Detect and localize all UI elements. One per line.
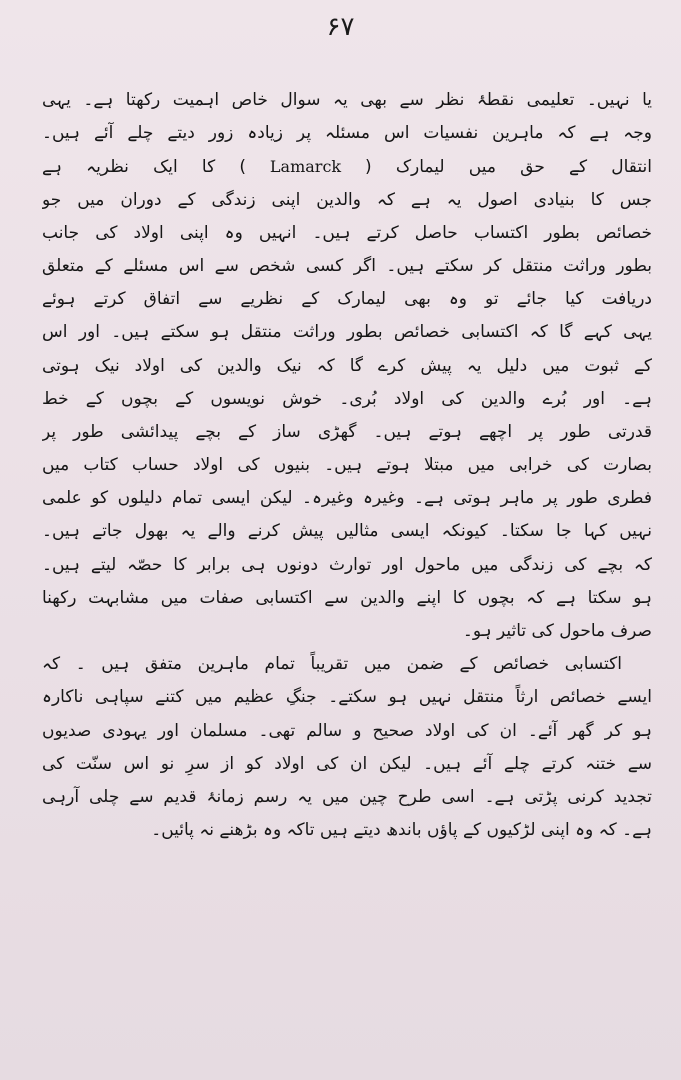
text-line [42, 184, 652, 217]
text-line-content: کے ثبوت میں دلیل یہ پیش کرے گا کہ نیک والدین کی اولاد نیک ہوتی [42, 355, 652, 376]
text-line-content: اکتسابی خصائص کے ضمن میں تقریباً تمام ماہرین متفق ہیں ۔ کہ [42, 654, 622, 675]
text-line-content: ہو سکتا ہے کہ بچوں کا اپنے والدین سے اکتسابی صفات میں مشابہت رکھنا [42, 587, 652, 608]
text-line-content: کہ بچے کی زندگی میں ماحول اور توارث دونوں ہی برابر کا حصّہ لیتے ہیں۔ [42, 554, 652, 575]
text-line-content: قدرتی طور پر اچھے ہوتے ہیں۔ گھڑی ساز کے بچے پیدائشی طور پر [42, 421, 652, 442]
text-line [42, 416, 652, 449]
text-line [42, 449, 652, 482]
text-line-content: یا نہیں۔ تعلیمی نقطۂ نظر سے بھی یہ سوال خاص اہمیت رکھتا ہے۔ یہی [42, 90, 652, 110]
text-line-content: یہی کہے گا کہ اکتسابی خصائص بطور وراثت منتقل ہو سکتے ہیں۔ اور اس [42, 322, 652, 343]
text-line-content: ہے۔ اور بُرے والدین کی اولاد بُری۔ خوش نویسوں کے بچوں کے خط [42, 388, 652, 409]
page-number: ۶۷ [326, 12, 355, 42]
text-line [42, 217, 652, 250]
text-line-content: دریافت کیا جائے تو وہ بھی لیمارک کے نظریے سے اتفاق کرتے ہوئے [42, 289, 652, 310]
text-line [42, 648, 652, 681]
text-line [42, 549, 652, 582]
text-line [42, 681, 652, 714]
text-line [42, 482, 652, 515]
text-line-content: ہو کر گھر آئے۔ ان کی اولاد صحیح و سالم تھی۔ مسلمان اور یہودی صدیوں [42, 720, 652, 741]
text-line [42, 781, 652, 814]
text-line [42, 350, 652, 383]
text-line [42, 615, 652, 648]
text-line-content: بصارت کی خرابی میں مبتلا ہوتے ہیں۔ بنیوں کی اولاد حساب کتاب میں [42, 455, 652, 476]
text-line-content: ) کا ایک نظریہ ہے [42, 157, 247, 178]
text-line [42, 150, 652, 183]
text-line [42, 715, 652, 748]
text-line [42, 582, 652, 615]
text-line-content: تجدید کرنی پڑتی ہے۔ اسی طرح چین میں یہ رسم زمانۂ قدیم سے چلی آرہی [42, 786, 652, 807]
text-line [42, 515, 652, 548]
text-line-content: ہے۔ کہ وہ اپنی لڑکیوں کے پاؤں باندھ دیتے ہیں تاکہ وہ بڑھنے نہ پائیں۔ [151, 820, 652, 841]
text-line-content: انتقال کے حق میں لیمارک ( [365, 157, 652, 178]
text-line [42, 383, 652, 416]
text-line [42, 117, 652, 150]
text-line [42, 814, 652, 847]
text-line-content: صرف ماحول کی تاثیر ہو۔ [462, 621, 652, 641]
text-line [42, 283, 652, 316]
text-line-content: فطری طور پر ماہر ہوتی ہے۔ وغیرہ وغیرہ۔ لیکن ایسی تمام دلیلوں کو علمی [42, 488, 652, 509]
text-line-content: سے ختنہ کرتے چلے آئے ہیں۔ لیکن ان کی اولاد کو از سرِ نو اس سنّت کی [42, 753, 652, 774]
latin-term: Lamarck [246, 157, 365, 177]
text-line [42, 84, 652, 117]
text-line-content: خصائص بطور اکتساب حاصل کرتے ہیں۔ انہیں وہ اپنی اولاد کی جانب [42, 222, 652, 243]
text-line-content: وجہ ہے کہ ماہرین نفسیات اس مسئلہ پر زیادہ زور دیتے چلے آئے ہیں۔ [42, 123, 652, 144]
text-line [42, 748, 652, 781]
text-line-content: بطور وراثت منتقل کر سکتے ہیں۔ اگر کسی شخص سے اس مسئلے کے متعلق [42, 255, 652, 276]
text-line [42, 316, 652, 349]
body-text [42, 84, 652, 847]
text-line-content: جس کا بنیادی اصول یہ ہے کہ والدین اپنی زندگی کے دوران میں جو [42, 189, 652, 210]
text-line-content: نہیں کہا جا سکتا۔ کیونکہ ایسی مثالیں پیش کرنے والے یہ بھول جاتے ہیں۔ [42, 521, 652, 542]
text-line [42, 250, 652, 283]
text-line-content: ایسے خصائص ارثاً منتقل نہیں ہو سکتے۔ جنگِ عظیم میں کتنے سپاہی ناکارہ [42, 687, 652, 708]
